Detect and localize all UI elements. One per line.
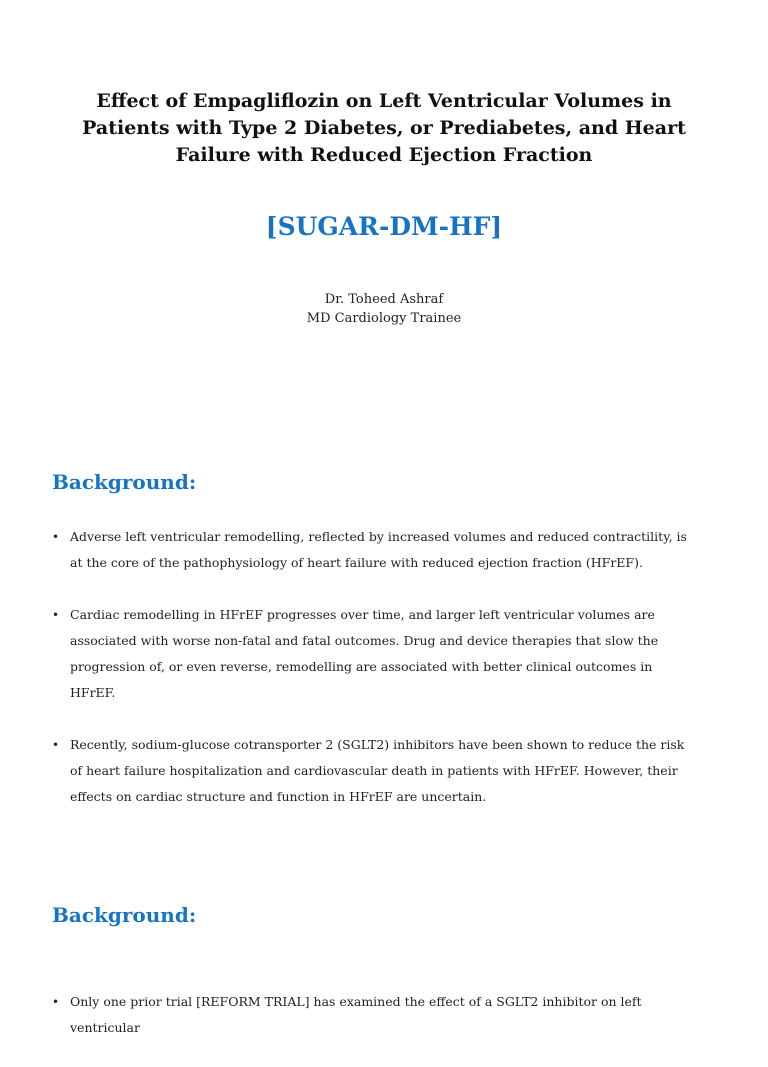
document-title: Effect of Empagliflozin on Left Ventricular Volumes in Patients with Type 2 Diabetes, or Prediabetes, and Heart Failure with Reduced Ejection Fraction	[82, 90, 686, 166]
trial-acronym: [SUGAR-DM-HF]	[265, 212, 503, 241]
bullet-item	[52, 602, 700, 706]
background-bullet-list	[52, 524, 700, 836]
bullet-item	[52, 989, 700, 1041]
bullet-text: Cardiac remodelling in HFrEF progresses over time, and larger left ventricular volumes are associated with worse non-fatal and fatal outcomes. Drug and device therapies that slow the progression of, or even reverse, remodelling are associated with better clinical outcomes in HFrEF.	[70, 607, 659, 700]
author-name: Dr. Toheed Ashraf	[324, 292, 444, 307]
author-block	[0, 290, 768, 328]
section-heading-background: Background:	[52, 470, 197, 494]
section-heading-background-2: Background:	[52, 903, 197, 927]
background-bullet-list-2	[52, 989, 700, 1067]
bullet-icon: •	[52, 738, 60, 752]
bullet-text: Adverse left ventricular remodelling, reflected by increased volumes and reduced contractility, is at the core of the pathophysiology of heart failure with reduced ejection fraction (HFrEF).	[70, 529, 687, 570]
author-role: MD Cardiology Trainee	[306, 311, 462, 326]
bullet-text: Only one prior trial [REFORM TRIAL] has examined the effect of a SGLT2 inhibitor on left ventricular	[70, 994, 642, 1035]
bullet-icon: •	[52, 995, 60, 1009]
bullet-text: Recently, sodium-glucose cotransporter 2 (SGLT2) inhibitors have been shown to reduce the risk of heart failure hospitalization and cardiovascular death in patients with HFrEF. However, their effects on cardiac structure and function in HFrEF are uncertain.	[70, 737, 685, 804]
bullet-icon: •	[52, 608, 60, 622]
bullet-icon: •	[52, 530, 60, 544]
bullet-item	[52, 732, 700, 810]
bullet-item	[52, 524, 700, 576]
